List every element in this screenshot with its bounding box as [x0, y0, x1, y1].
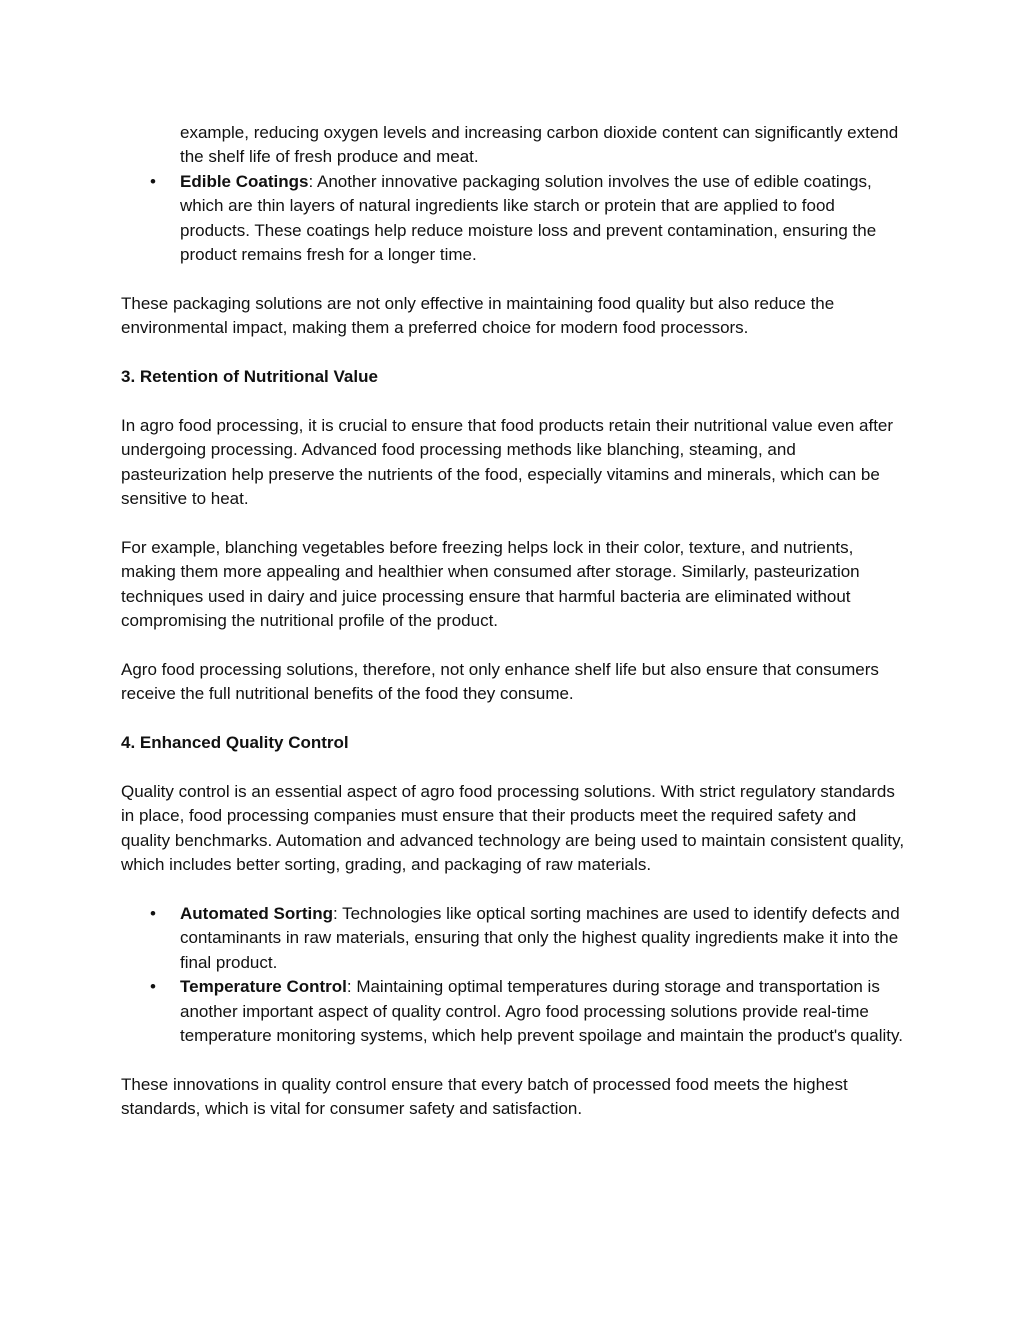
list-item-continuation: example, reducing oxygen levels and increasing carbon dioxide content can significantly extend the shelf life of fresh produce and meat.	[180, 123, 899, 167]
list-item-text: : Technologies like optical sorting machines are used to identify defects and contaminants in raw materials, ensuring that only the highest quality ingredients make it into the final product.	[180, 903, 900, 972]
list-item-text: : Maintaining optimal temperatures during storage and transportation is another important aspect of quality control. Agro food processing solutions provide real-time temperature monitoring systems, which help prevent spoilage and maintain the product's quality.	[180, 977, 903, 1045]
bullet-icon: •	[150, 171, 156, 191]
section-4-heading: 4. Enhanced Quality Control	[121, 733, 349, 753]
packaging-summary-paragraph: These packaging solutions are not only effective in maintaining food quality but also reduce the environmental impact, making them a preferred choice for modern food processors.	[121, 293, 835, 338]
bullet-icon: •	[150, 977, 156, 997]
section-3-heading: 3. Retention of Nutritional Value	[121, 367, 378, 387]
quality-control-list	[121, 902, 906, 1048]
section-4-summary-paragraph: These innovations in quality control ensure that every batch of processed food meets the highest standards, which is vital for consumer safety and satisfaction.	[121, 1074, 848, 1119]
section-3-paragraph-2: For example, blanching vegetables before freezing helps lock in their color, texture, and nutrients, making them more appealing and healthier when consumed after storage. Similarly, pasteurization techniques used in dairy and juice processing ensure that harmful bacteria are eliminated without compromising the nutritional profile of the product.	[121, 537, 860, 631]
list-item-edible-coatings	[150, 170, 906, 268]
list-item-term: Edible Coatings	[180, 171, 309, 191]
document-content	[121, 121, 906, 1122]
list-item-automated-sorting	[150, 902, 906, 975]
list-item-text: : Another innovative packaging solution involves the use of edible coatings, which are thin layers of natural ingredients like starch or protein that are applied to food products. These coatings help reduce moisture loss and prevent contamination, ensuring the product remains fresh for a longer time.	[180, 171, 877, 265]
list-item-term: Temperature Control	[180, 977, 347, 997]
list-item-temperature-control	[150, 975, 906, 1048]
list-item-term: Automated Sorting	[180, 903, 333, 923]
bullet-icon: •	[150, 903, 156, 923]
section-3-paragraph-3: Agro food processing solutions, therefore, not only enhance shelf life but also ensure that consumers receive the full nutritional benefits of the food they consume.	[121, 659, 879, 704]
packaging-solutions-list	[121, 170, 906, 268]
section-4-paragraph-1: Quality control is an essential aspect of agro food processing solutions. With strict regulatory standards in place, food processing companies must ensure that their products meet the required safety and quality benchmarks. Automation and advanced technology are being used to maintain consistent quality, which includes better sorting, grading, and packaging of raw materials.	[121, 781, 905, 875]
section-3-paragraph-1: In agro food processing, it is crucial to ensure that food products retain their nutritional value even after undergoing processing. Advanced food processing methods like blanching, steaming, and pasteurization help preserve the nutrients of the food, especially vitamins and minerals, which can be sensitive to heat.	[121, 415, 894, 509]
